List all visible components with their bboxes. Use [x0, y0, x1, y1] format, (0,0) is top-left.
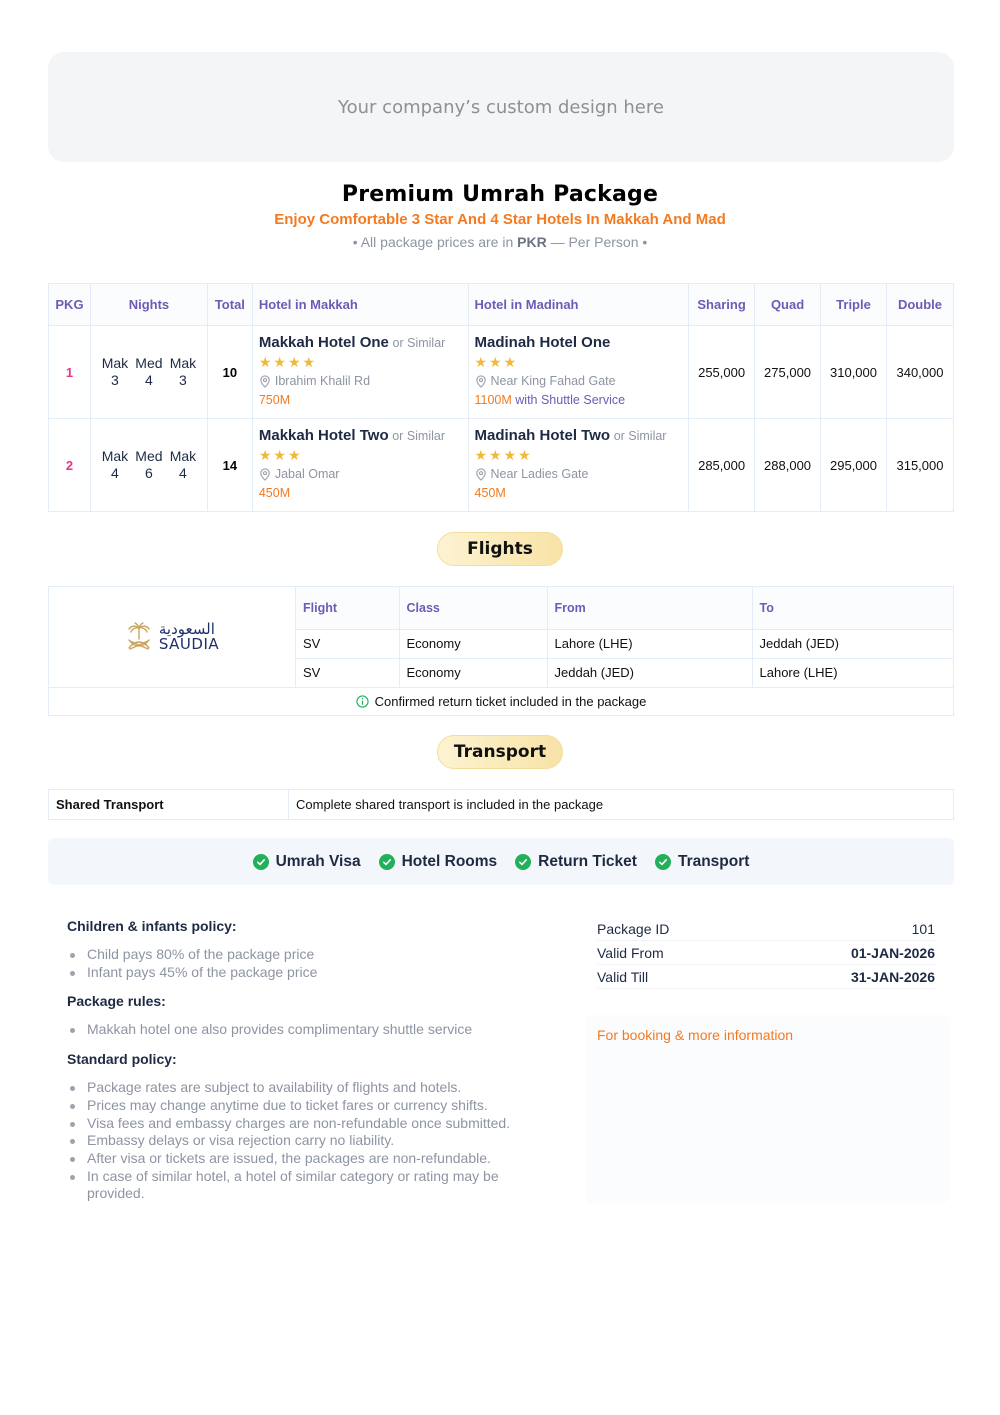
table-header-row	[296, 587, 953, 629]
package-header	[0, 182, 1000, 250]
valid-till-label: Valid Till	[597, 968, 649, 985]
night-city: Mak	[169, 448, 197, 464]
hotel-location	[259, 465, 462, 484]
policies-section	[67, 918, 547, 1215]
total-nights: 14	[207, 419, 252, 512]
col-class: Class	[399, 587, 547, 629]
valid-till-value: 31-JAN-2026	[850, 968, 935, 985]
hotel-name: Makkah Hotel One	[258, 334, 389, 351]
night-count: 4	[111, 465, 119, 481]
distance-extra: with Shuttle Service	[511, 393, 626, 407]
night-count: 4	[179, 465, 187, 481]
night-city: Mak	[169, 355, 197, 371]
location-text: Ibrahim Khalil Rd	[274, 374, 371, 388]
distance-value: 450M	[474, 486, 506, 500]
standard-policy-heading: Standard policy:	[67, 1051, 177, 1068]
price-triple: 295,000	[821, 419, 887, 512]
star-rating-icon: ★★★	[474, 354, 519, 370]
package-rules-list	[67, 1021, 547, 1039]
flight-code: SV	[296, 629, 399, 658]
col-sharing: Sharing	[689, 284, 755, 326]
info-icon	[356, 695, 369, 708]
list-item: Package rates are subject to availability of flights and hotels.	[67, 1079, 547, 1097]
hotel-location	[259, 372, 462, 391]
list-item: After visa or tickets are issued, the packages are non-refundable.	[67, 1150, 547, 1168]
map-pin-icon	[259, 468, 271, 481]
inclusion-label: Transport	[677, 852, 750, 870]
col-hotel-makkah: Hotel in Makkah	[252, 284, 468, 326]
map-pin-icon	[475, 468, 487, 481]
night-city: Mak	[101, 355, 129, 371]
makkah-hotel-cell	[252, 419, 468, 512]
map-pin-icon	[259, 375, 271, 388]
night-count: 3	[111, 372, 119, 388]
list-item: Visa fees and embassy charges are non-refundable once submitted.	[67, 1115, 547, 1133]
hotel-name: Madinah Hotel Two	[474, 427, 611, 444]
location-text: Near King Fahad Gate	[490, 374, 616, 388]
inclusion-label: Umrah Visa	[275, 852, 361, 870]
transport-table	[48, 789, 954, 820]
or-similar: or Similar	[392, 429, 446, 443]
valid-from-row	[597, 941, 935, 965]
list-item: In case of similar hotel, a hotel of similar category or rating may be provided.	[67, 1168, 547, 1203]
flight-to: Jeddah (JED)	[752, 629, 953, 658]
flights-section	[48, 586, 954, 716]
night-count: 6	[145, 465, 153, 481]
children-policy-list	[67, 946, 547, 981]
price-quad: 288,000	[755, 419, 821, 512]
transport-section-badge: Transport	[437, 735, 563, 769]
package-id-row	[597, 917, 935, 941]
col-quad: Quad	[755, 284, 821, 326]
flight-to: Lahore (LHE)	[752, 658, 953, 687]
madinah-hotel-cell	[468, 419, 689, 512]
booking-label: For booking & more information	[597, 1027, 794, 1043]
company-banner	[48, 52, 954, 162]
page-title: Premium Umrah Package	[341, 182, 659, 207]
col-nights: Nights	[90, 284, 207, 326]
banner-text: Your company’s custom design here	[338, 96, 664, 118]
col-from: From	[547, 587, 752, 629]
airline-logo	[49, 587, 296, 687]
hotel-name: Madinah Hotel One	[474, 334, 611, 351]
currency-note	[0, 234, 1000, 250]
inclusion-item	[379, 853, 498, 871]
table-row	[296, 629, 953, 658]
valid-from-value: 01-JAN-2026	[850, 944, 935, 961]
col-to: To	[752, 587, 953, 629]
list-item: Infant pays 45% of the package price	[67, 964, 547, 982]
table-row	[49, 419, 954, 512]
package-id-value: 101	[911, 920, 935, 937]
flight-note-text: Confirmed return ticket included in the package	[374, 694, 647, 709]
flight-from: Lahore (LHE)	[547, 629, 752, 658]
check-circle-icon	[379, 854, 395, 870]
total-nights: 10	[207, 326, 252, 419]
flights-section-badge: Flights	[437, 532, 563, 566]
location-text: Jabal Omar	[274, 467, 340, 481]
distance-value: 750M	[258, 393, 291, 407]
inclusion-label: Hotel Rooms	[401, 852, 498, 870]
price-quad: 275,000	[755, 326, 821, 419]
map-pin-icon	[475, 375, 487, 388]
page-subtitle: Enjoy Comfortable 3 Star And 4 Star Hotels In Makkah And Mad	[274, 211, 726, 228]
price-sharing: 255,000	[689, 326, 755, 419]
price-triple: 310,000	[821, 326, 887, 419]
or-similar: or Similar	[392, 336, 446, 350]
table-row	[49, 790, 954, 820]
star-rating-icon: ★★★★	[258, 354, 318, 370]
hotel-location	[475, 372, 683, 391]
inclusions-bar	[48, 838, 954, 885]
inclusion-item	[253, 853, 361, 871]
check-circle-icon	[515, 854, 531, 870]
airline-name: SAUDIA	[158, 635, 220, 653]
nights-breakdown	[90, 419, 207, 512]
hotel-distance	[259, 391, 462, 410]
night-city: Mak	[101, 448, 129, 464]
package-id-label: Package ID	[597, 920, 670, 937]
transport-description: Complete shared transport is included in the package	[289, 790, 954, 820]
booking-info-box	[585, 1015, 950, 1203]
col-hotel-madinah: Hotel in Madinah	[468, 284, 689, 326]
flight-class: Economy	[399, 658, 547, 687]
col-total: Total	[207, 284, 252, 326]
night-count: 4	[145, 372, 153, 388]
flight-class: Economy	[399, 629, 547, 658]
hotel-distance	[475, 484, 683, 503]
list-item: Makkah hotel one also provides complimentary shuttle service	[67, 1021, 547, 1039]
pkg-number: 1	[49, 326, 91, 419]
list-item: Embassy delays or visa rejection carry no liability.	[67, 1132, 547, 1150]
currency-prefix: • All package prices are in	[352, 234, 518, 250]
hotel-distance	[475, 391, 683, 410]
standard-policy-list	[67, 1079, 547, 1203]
distance-value: 1100M	[474, 393, 512, 407]
hotel-distance	[259, 484, 462, 503]
price-double: 340,000	[886, 326, 953, 419]
star-rating-icon: ★★★★	[474, 447, 533, 463]
inclusion-label: Return Ticket	[538, 852, 637, 870]
flight-from: Jeddah (JED)	[547, 658, 752, 687]
nights-breakdown	[90, 326, 207, 419]
valid-from-label: Valid From	[597, 944, 664, 961]
currency-code: PKR	[517, 234, 547, 250]
distance-value: 450M	[258, 486, 291, 500]
hotel-location	[475, 465, 683, 484]
list-item: Child pays 80% of the package price	[67, 946, 547, 964]
packages-table	[48, 283, 954, 512]
inclusion-item	[515, 853, 637, 871]
airline-name-arabic: السعودية	[158, 620, 215, 638]
makkah-hotel-cell	[252, 326, 468, 419]
star-rating-icon: ★★★	[258, 447, 303, 463]
children-policy-heading: Children & infants policy:	[67, 918, 237, 934]
col-triple: Triple	[821, 284, 887, 326]
flight-note	[49, 687, 953, 715]
saudia-palm-swords-icon	[125, 622, 153, 652]
transport-type: Shared Transport	[49, 790, 289, 820]
night-count: 3	[179, 372, 187, 388]
night-city: Med	[135, 355, 163, 371]
package-meta	[597, 917, 935, 989]
flight-code: SV	[296, 658, 399, 687]
package-rules-heading: Package rules:	[67, 993, 166, 1010]
col-flight: Flight	[296, 587, 399, 629]
inclusion-item	[655, 853, 749, 871]
table-row	[296, 658, 953, 687]
col-double: Double	[886, 284, 953, 326]
or-similar: or Similar	[613, 429, 667, 443]
madinah-hotel-cell	[468, 326, 689, 419]
price-sharing: 285,000	[689, 419, 755, 512]
pkg-number: 2	[49, 419, 91, 512]
hotel-name: Makkah Hotel Two	[258, 427, 389, 444]
location-text: Near Ladies Gate	[490, 467, 589, 481]
table-header-row	[49, 284, 954, 326]
night-city: Med	[135, 448, 163, 464]
valid-till-row	[597, 965, 935, 989]
col-pkg: PKG	[49, 284, 91, 326]
currency-suffix: — Per Person •	[546, 234, 648, 250]
check-circle-icon	[655, 854, 671, 870]
price-double: 315,000	[886, 419, 953, 512]
check-circle-icon	[253, 854, 269, 870]
flights-table	[296, 587, 953, 688]
table-row	[49, 326, 954, 419]
list-item: Prices may change anytime due to ticket fares or currency shifts.	[67, 1097, 547, 1115]
